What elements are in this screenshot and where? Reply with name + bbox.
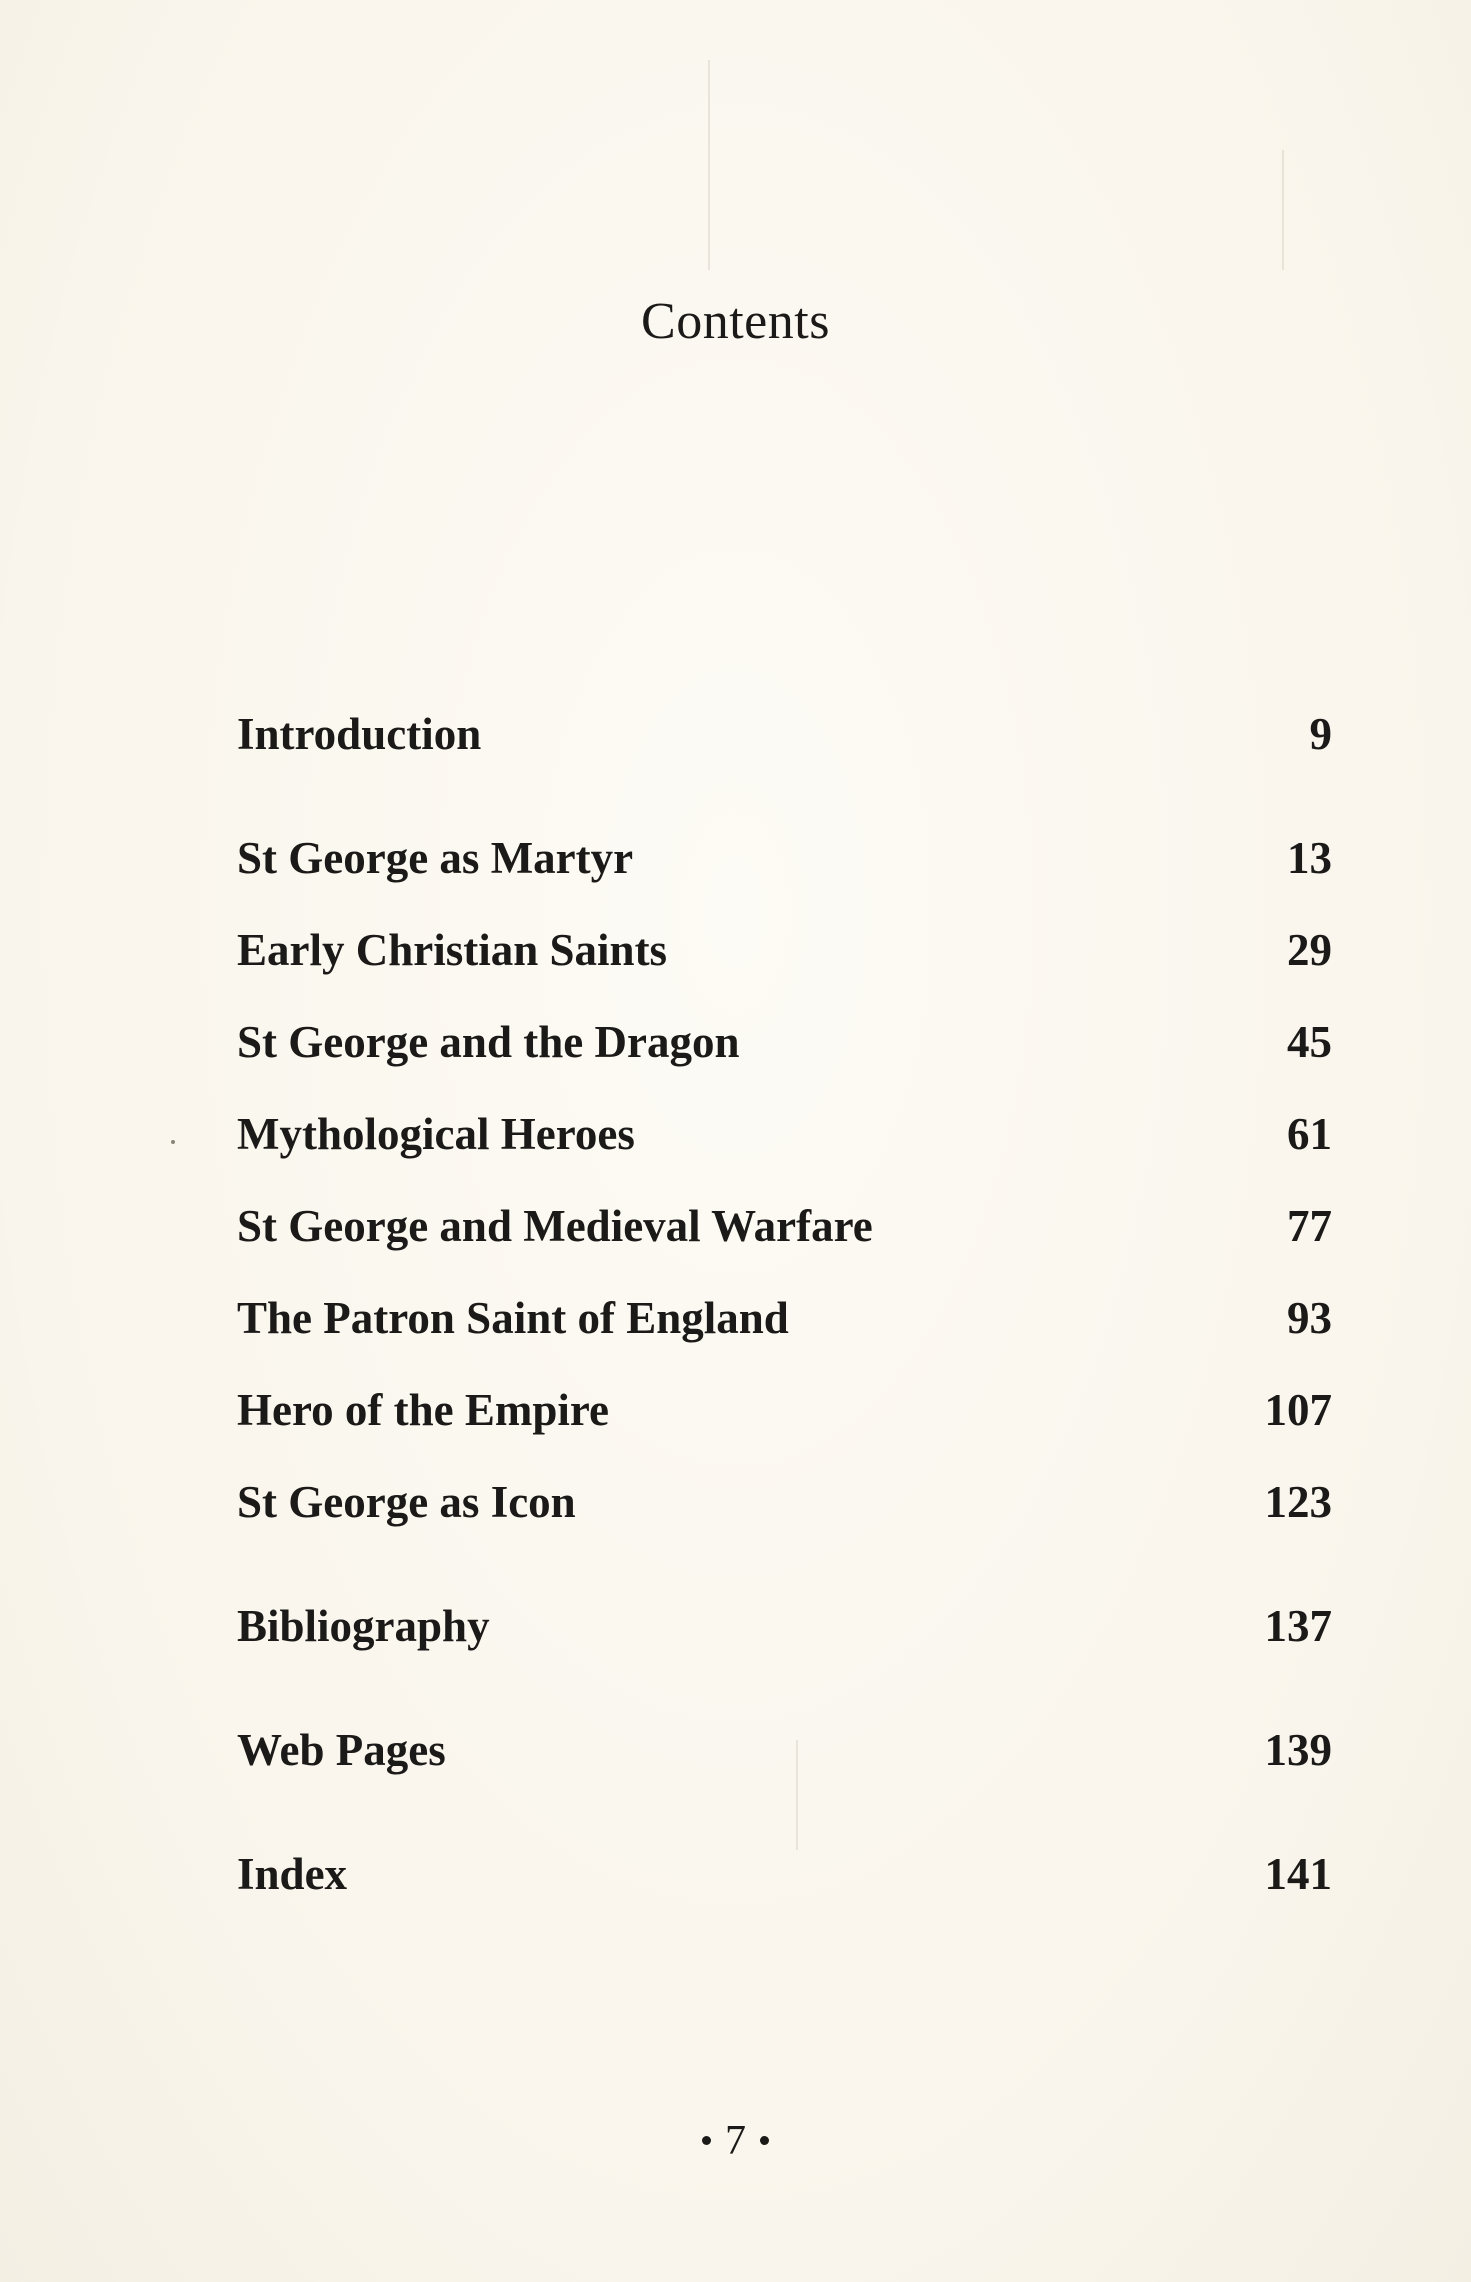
toc-entry-title: The Patron Saint of England bbox=[237, 1293, 789, 1343]
toc-entry-title: Bibliography bbox=[237, 1601, 490, 1651]
toc-entry-page: 13 bbox=[1287, 833, 1332, 883]
toc-entry-page: 9 bbox=[1309, 709, 1332, 759]
toc-entry-page: 61 bbox=[1287, 1109, 1332, 1159]
toc-entry-title: Hero of the Empire bbox=[237, 1385, 610, 1435]
toc-entry-introduction[interactable] bbox=[237, 709, 1332, 772]
toc-entry-title: St George as Martyr bbox=[237, 833, 634, 883]
paper-mark bbox=[171, 1140, 175, 1144]
toc-entry-page: 137 bbox=[1264, 1601, 1332, 1651]
toc-entry-title: St George as Icon bbox=[237, 1477, 576, 1527]
toc-entry-early-christian-saints[interactable] bbox=[237, 925, 1332, 988]
toc-entry-page: 141 bbox=[1264, 1849, 1332, 1899]
toc-entry-title: Introduction bbox=[237, 709, 482, 759]
toc-entry-web-pages[interactable] bbox=[237, 1725, 1332, 1788]
toc-entry-page: 123 bbox=[1264, 1477, 1332, 1527]
toc-entry-dragon[interactable] bbox=[237, 1017, 1332, 1080]
toc-entry-title: Index bbox=[237, 1849, 348, 1899]
toc-entry-page: 93 bbox=[1287, 1293, 1332, 1343]
paper-mark bbox=[1282, 150, 1284, 270]
toc-entry-page: 29 bbox=[1287, 925, 1332, 975]
toc-entry-title: Web Pages bbox=[237, 1725, 446, 1775]
toc-entry-martyr[interactable] bbox=[237, 833, 1332, 896]
toc-entry-hero-of-empire[interactable] bbox=[237, 1385, 1332, 1448]
toc-entry-title: St George and the Dragon bbox=[237, 1017, 740, 1067]
toc-entry-page: 77 bbox=[1287, 1201, 1332, 1251]
toc-entry-index[interactable] bbox=[237, 1849, 1332, 1912]
toc-entry-title: Mythological Heroes bbox=[237, 1109, 635, 1159]
toc-entry-title: Early Christian Saints bbox=[237, 925, 668, 975]
bullet-icon bbox=[702, 2136, 711, 2145]
toc-entry-page: 45 bbox=[1287, 1017, 1332, 1067]
toc-entry-icon[interactable] bbox=[237, 1477, 1332, 1540]
toc-entry-medieval-warfare[interactable] bbox=[237, 1201, 1332, 1264]
bullet-icon bbox=[760, 2136, 769, 2145]
toc-entry-bibliography[interactable] bbox=[237, 1601, 1332, 1664]
paper-mark bbox=[708, 60, 710, 270]
page-title: Contents bbox=[641, 293, 830, 350]
toc-entry-page: 107 bbox=[1264, 1385, 1332, 1435]
toc-entry-title: St George and Medieval Warfare bbox=[237, 1201, 873, 1251]
toc-entry-mythological-heroes[interactable] bbox=[237, 1109, 1332, 1172]
page-number bbox=[0, 2120, 1471, 2162]
page-number-value: 7 bbox=[725, 2118, 746, 2164]
toc-entry-patron-saint[interactable] bbox=[237, 1293, 1332, 1356]
toc-entry-page: 139 bbox=[1264, 1725, 1332, 1775]
